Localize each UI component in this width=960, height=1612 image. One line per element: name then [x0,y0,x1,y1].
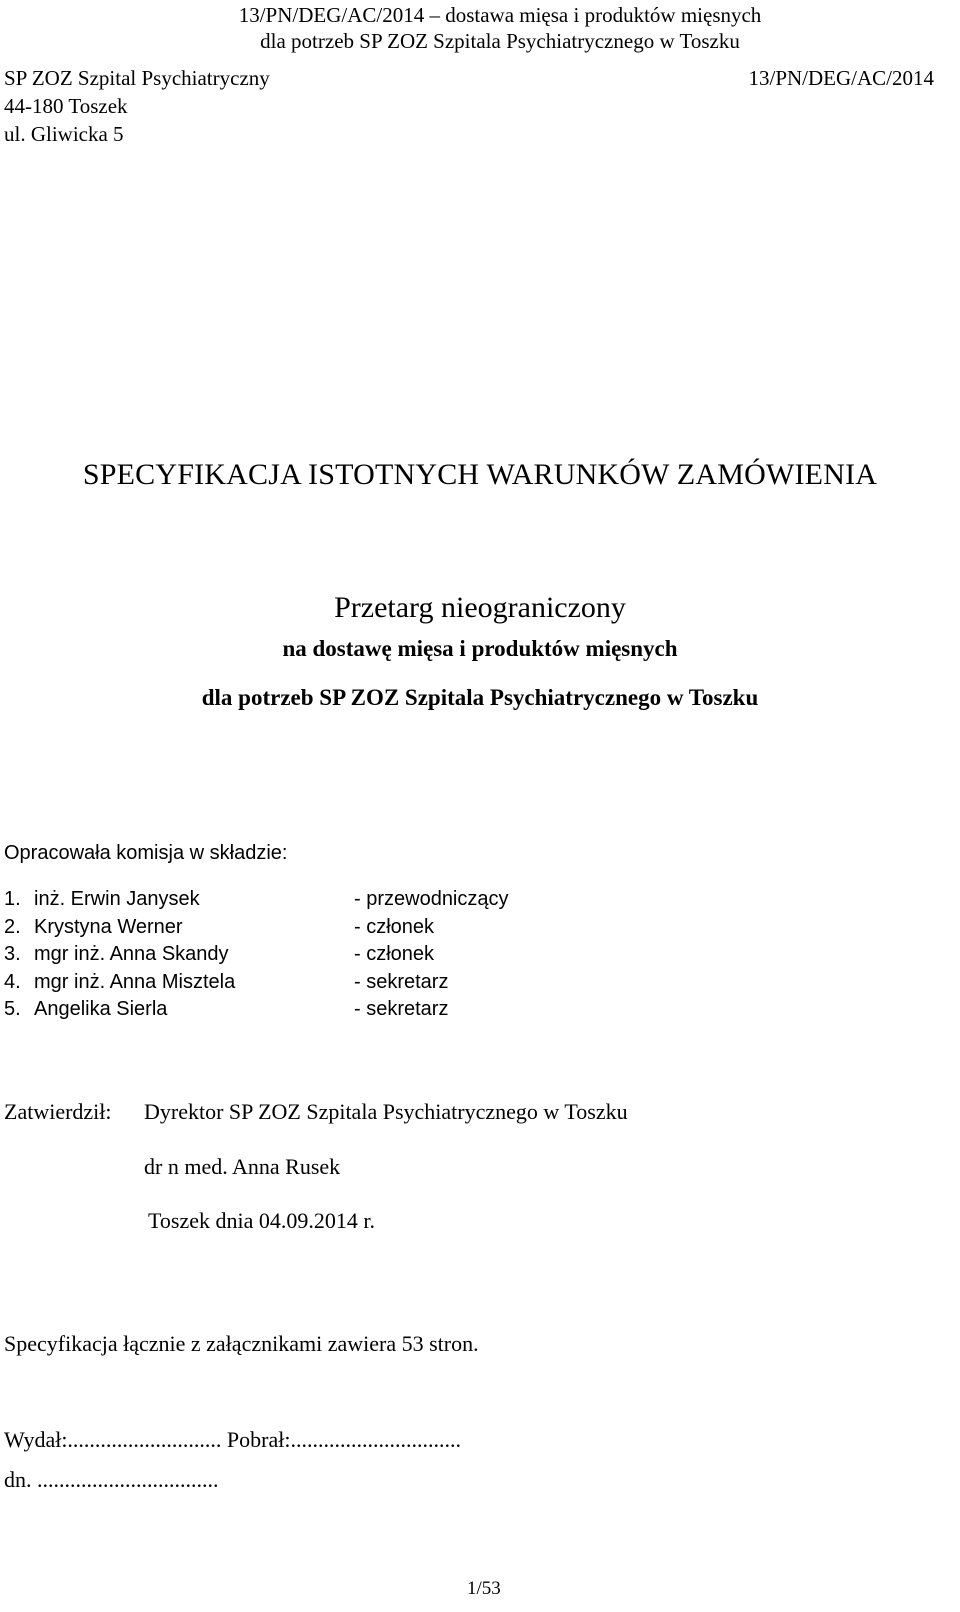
member-name: inż. Erwin Janysek [34,888,200,910]
member-role: - członek [354,943,435,965]
commission-member [4,971,448,994]
running-header-line-1: 13/PN/DEG/AC/2014 – dostawa mięsa i produktów mięsnych [238,3,762,27]
date-line: dn. ................................. [4,1467,219,1492]
member-name: mgr inż. Anna Skandy [34,943,229,965]
member-name: Krystyna Werner [34,916,183,938]
member-number: 2. [4,916,21,938]
member-name: mgr inż. Anna Misztela [34,971,236,993]
page-number: 1/53 [467,1578,501,1599]
approval-signer: dr n med. Anna Rusek [144,1154,341,1179]
document-title: SPECYFIKACJA ISTOTNYCH WARUNKÓW ZAMÓWIENIA [82,458,878,491]
member-role: - sekretarz [354,998,449,1020]
running-header [0,2,960,54]
member-role: - sekretarz [354,971,449,993]
member-role: - przewodniczący [354,888,509,910]
running-header-line-2: dla potrzeb SP ZOZ Szpitala Psychiatrycznego w Toszku [260,29,740,53]
member-name: Angelika Sierla [34,998,168,1020]
pages-note: Specyfikacja łącznie z załącznikami zawiera 53 stron. [4,1331,479,1356]
issued-received-line: Wydał:............................ Pobrał:............................... [4,1427,461,1452]
document-number: 13/PN/DEG/AC/2014 [748,66,934,90]
commission-intro: Opracowała komisja w składzie: [4,842,288,864]
subject-line-2: dla potrzeb SP ZOZ Szpitala Psychiatrycznego w Toszku [201,685,759,710]
organization-postal-city: 44-180 Toszek [4,94,128,118]
procedure-type: Przetarg nieograniczony [334,591,626,624]
organization-name: SP ZOZ Szpital Psychiatryczny [4,66,270,90]
commission-member [4,888,509,911]
member-number: 5. [4,998,21,1020]
approval-director: Dyrektor SP ZOZ Szpitala Psychiatrycznego w Toszku [144,1099,628,1124]
commission-member [4,998,448,1021]
member-number: 4. [4,971,21,993]
commission-member [4,916,434,939]
approval-date: Toszek dnia 04.09.2014 r. [148,1208,375,1233]
approval-label: Zatwierdził: [4,1099,112,1124]
member-number: 3. [4,943,21,965]
subject-line-1: na dostawę mięsa i produktów mięsnych [282,636,678,661]
member-number: 1. [4,888,21,910]
member-role: - członek [354,916,435,938]
organization-street: ul. Gliwicka 5 [4,122,124,146]
commission-member [4,943,434,966]
